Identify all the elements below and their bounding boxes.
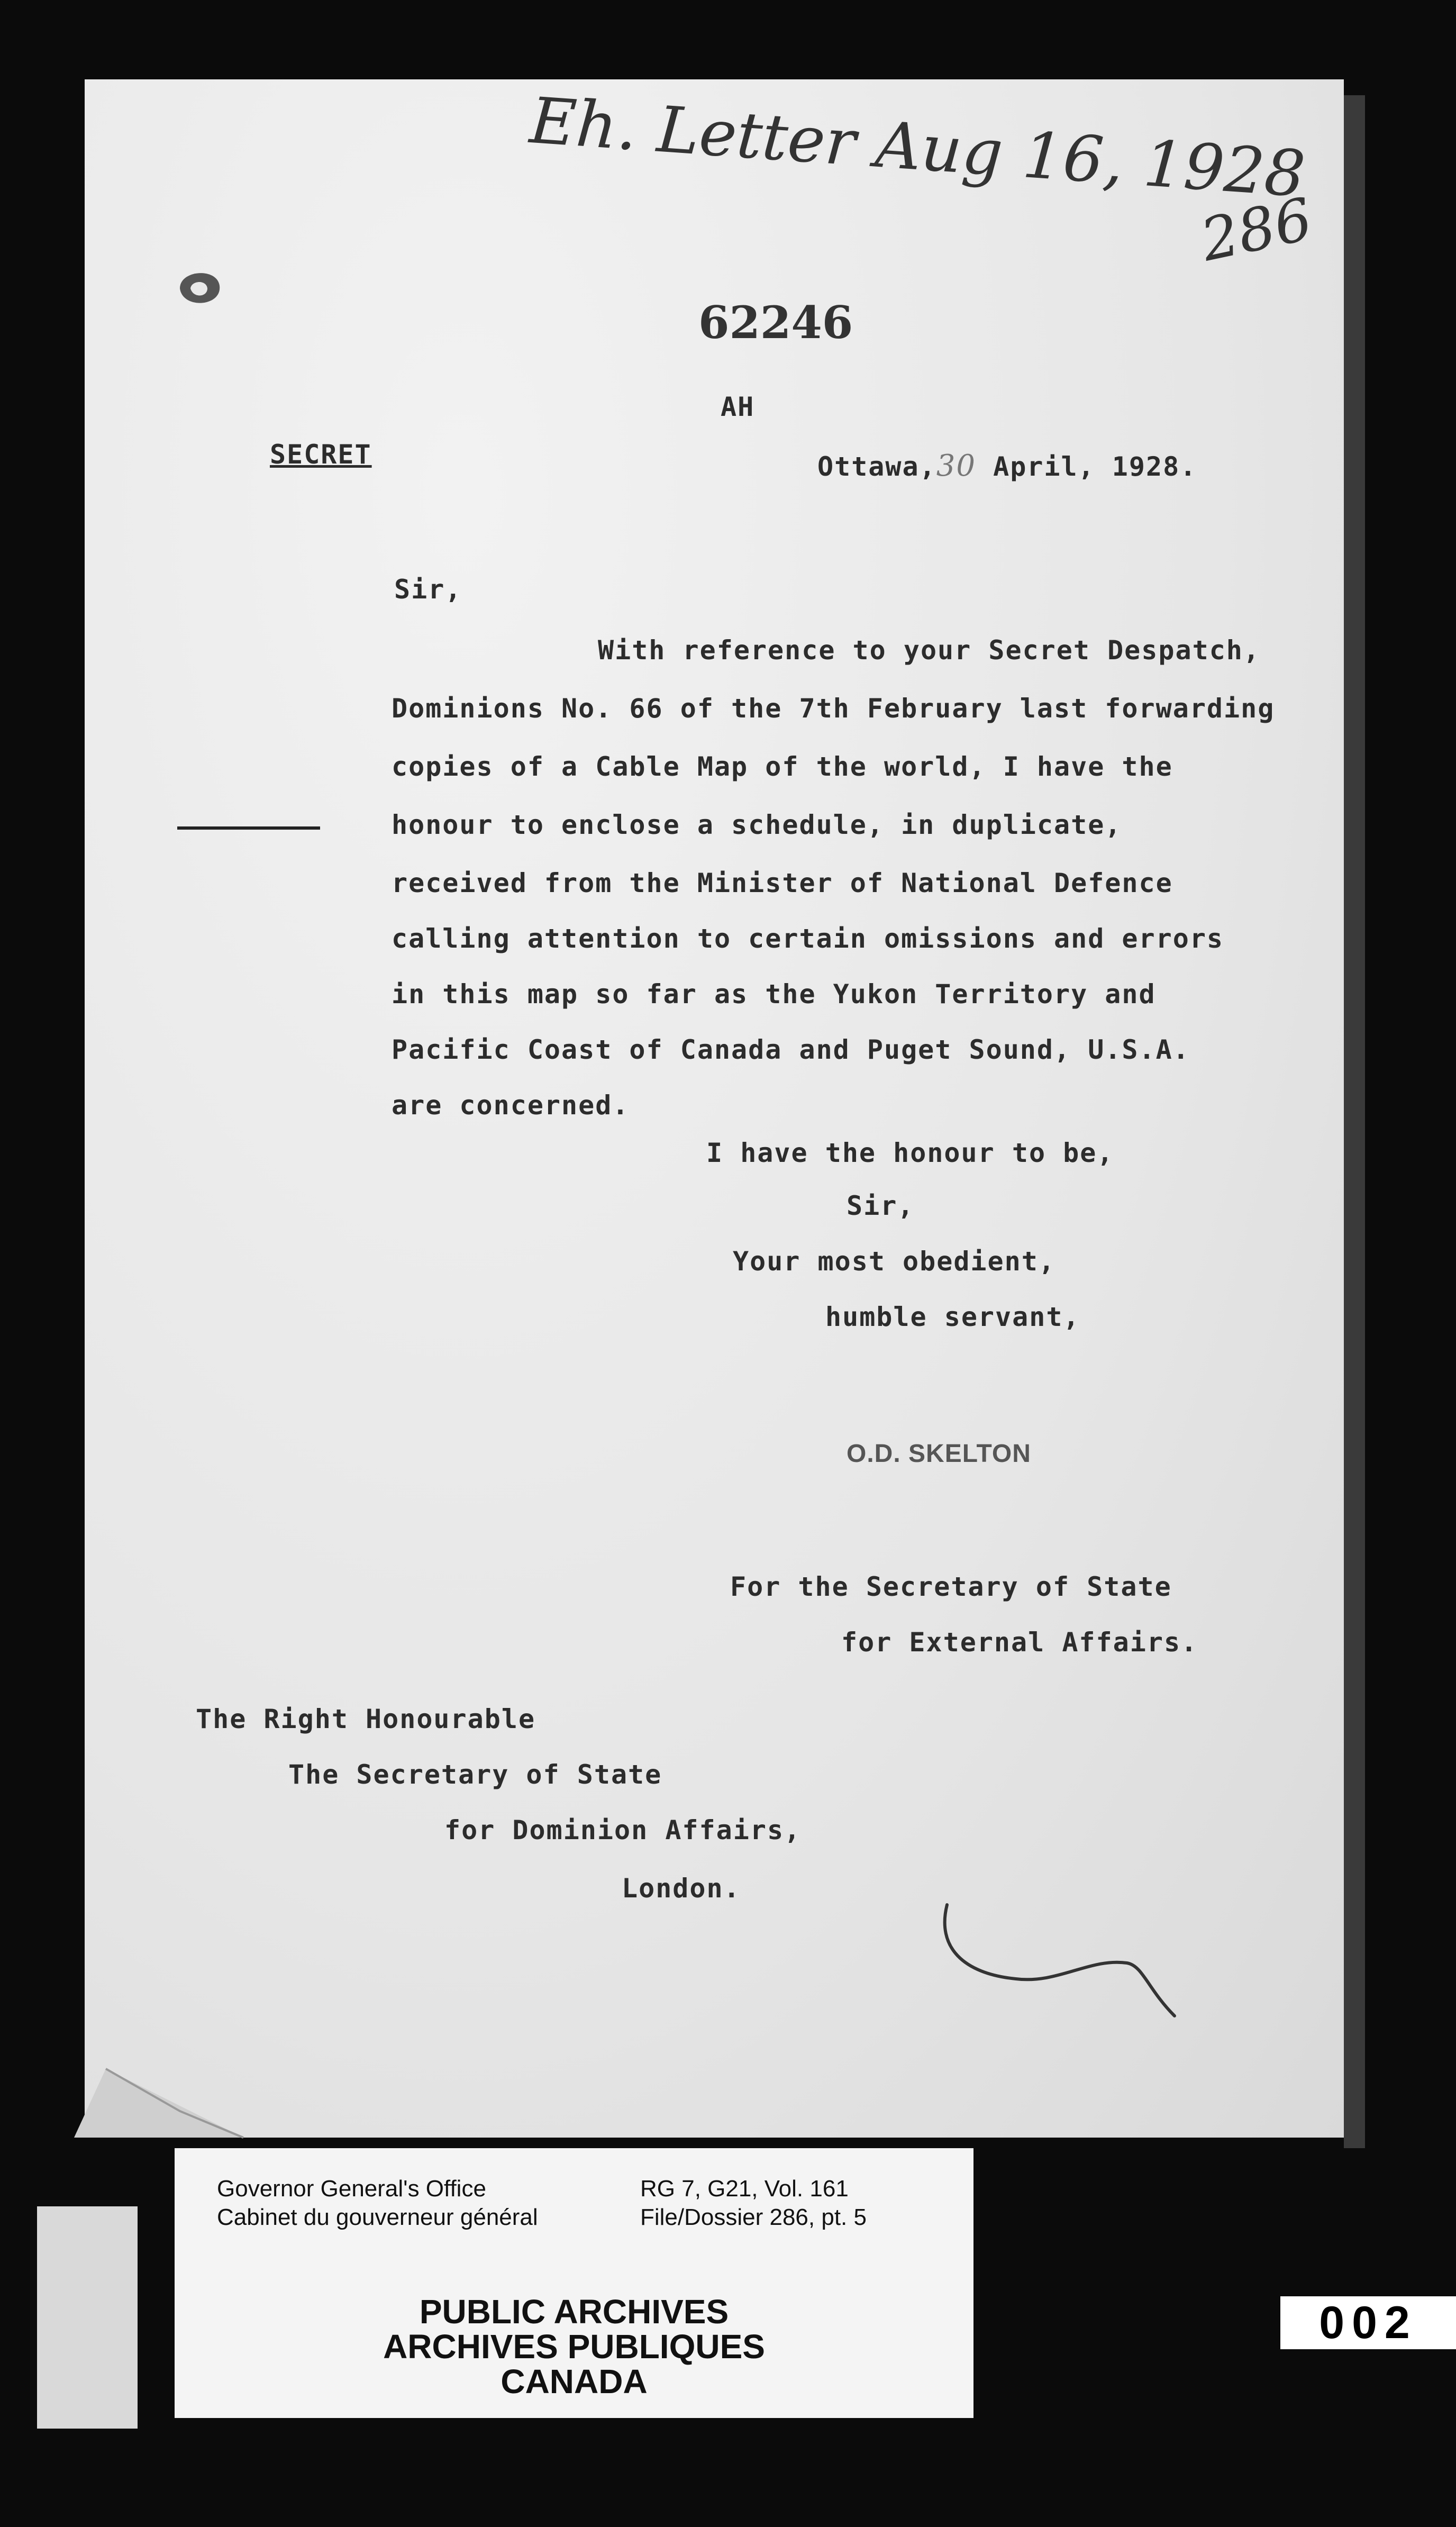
archives-english: PUBLIC ARCHIVES [419, 2293, 729, 2331]
closing-line: humble servant, [825, 1302, 1080, 1332]
closing-line: I have the honour to be, [706, 1138, 1114, 1168]
recipient-line: London. [622, 1873, 741, 1904]
date-place: Ottawa, [817, 451, 936, 482]
body-line: in this map so far as the Yukon Territory and [392, 979, 1156, 1010]
date-day-handwritten: 30 [936, 449, 976, 483]
typist-initials: AH [721, 392, 755, 422]
salutation: Sir, [394, 574, 462, 605]
archives-country: CANADA [501, 2362, 648, 2401]
handwritten-mark [931, 1884, 1196, 2032]
file-number: 62246 [698, 296, 853, 349]
date-rest: April, 1928. [993, 451, 1197, 482]
closing-line: Sir, [847, 1190, 915, 1221]
recipient-line: The Secretary of State [288, 1759, 662, 1790]
record-group-reference: RG 7, G21, Vol. 161 [640, 2176, 849, 2202]
signatory-line: For the Secretary of State [730, 1571, 1172, 1602]
date-line [817, 449, 1197, 483]
signature-stamp: O.D. SKELTON [847, 1440, 1031, 1468]
archive-reference-label [175, 2148, 973, 2280]
folded-corner [74, 2053, 254, 2148]
frame-number: 002 [1280, 2296, 1456, 2349]
recipient-line: for Dominion Affairs, [444, 1815, 802, 1846]
body-line: copies of a Cable Map of the world, I have the [392, 751, 1173, 782]
body-line: are concerned. [392, 1090, 630, 1121]
closing-line: Your most obedient, [733, 1246, 1055, 1277]
body-line: Pacific Coast of Canada and Puget Sound, U.S.A. [392, 1034, 1190, 1065]
archives-french: ARCHIVES PUBLIQUES [383, 2328, 765, 2366]
body-line: Dominions No. 66 of the 7th February last forwarding [392, 693, 1275, 724]
margin-rule [177, 826, 320, 830]
signatory-line: for External Affairs. [841, 1627, 1198, 1658]
handwritten-header: Eh. Letter Aug 16, 1928 [527, 84, 1308, 212]
body-line: honour to enclose a schedule, in duplicate, [392, 810, 1122, 840]
file-reference: File/Dossier 286, pt. 5 [640, 2204, 867, 2230]
body-line: received from the Minister of National Defence [392, 868, 1173, 898]
punch-hole-mark [169, 265, 228, 312]
classification-label: SECRET [270, 439, 372, 470]
body-line: With reference to your Secret Despatch, [598, 635, 1260, 666]
page-edge [1344, 95, 1365, 2148]
body-line: calling attention to certain omissions and errors [392, 923, 1224, 954]
recipient-line: The Right Honourable [196, 1704, 536, 1734]
handwritten-page-number: 286 [1195, 185, 1318, 275]
office-french: Cabinet du gouverneur général [217, 2204, 538, 2230]
film-strip-edge [37, 2206, 138, 2429]
archives-stamp [175, 2280, 973, 2418]
office-english: Governor General's Office [217, 2176, 486, 2202]
